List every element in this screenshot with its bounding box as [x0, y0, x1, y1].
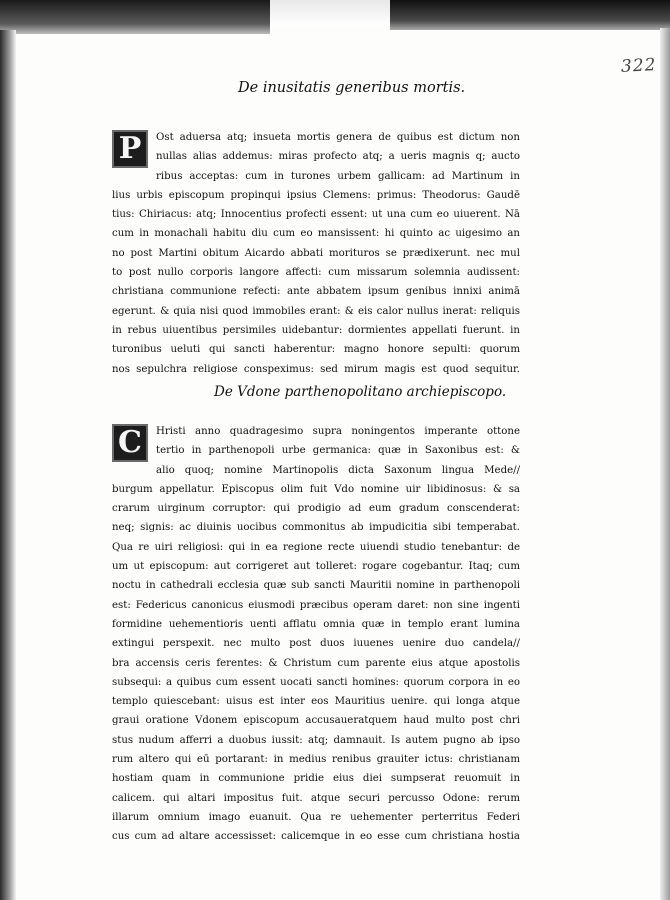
text-line: tertio in parthenopoli urbe germanica: quæ in Saxonibus est: &: [156, 445, 520, 457]
text-line: no post Martini obitum Aicardo abbati morituros se prædixerunt. nec mul: [112, 247, 520, 259]
text-line: est: Federicus canonicus eiusmodi præcibus operam daret: non sine ingenti: [112, 599, 520, 611]
folio-number: 322: [620, 55, 657, 77]
text-line: crarum uirginum corruptor: qui prodigio ad eum gradum conscenderat:: [112, 503, 520, 515]
page-shadow-top-right: [390, 0, 670, 30]
page-shadow-top-mid: [270, 0, 390, 26]
text-line: cum in monachali habitu diu cum eo mansissent: hi quinto ac uigesimo an: [112, 228, 520, 240]
text-line: calicem. qui altari impositus fuit. atque securi percusso Odone: rerum: [112, 792, 520, 804]
text-line: to post nullo corporis langore affecti: cum missarum solemnia audissent:: [112, 267, 520, 279]
text-line: bra accensis ceris ferentes: & Christum cum parente eius atque apostolis: [112, 657, 520, 669]
page-edge-left: [0, 30, 16, 900]
text-line: ribus acceptas: cum in turones urbem gallicam: ad Martinum in: [156, 170, 520, 182]
text-line: illarum omnium imago euanuit. Qua re uehementer perterritus Federi: [112, 811, 520, 823]
section-1-paragraph: [112, 128, 520, 379]
section-2-heading: De Vdone parthenopolitano archiepiscopo.: [214, 384, 507, 400]
text-line: turonibus ueluti qui sancti haberentur: magno honore sepulti: quorum: [112, 344, 520, 356]
decorated-initial-c: C: [112, 424, 148, 462]
decorated-initial-p: P: [112, 130, 148, 168]
text-line: rum altero qui eū portarant: in medius renibus grauiter ictus: christianam: [112, 754, 520, 766]
text-line: noctu in cathedrali ecclesia quæ sub sancti Mauritii nomine in parthenopoli: [112, 580, 520, 592]
text-line: egerunt. & quia nisi quod immobiles erant: & eis calor nullus inerat: reliquis: [112, 305, 520, 317]
page-edge-right: [660, 28, 670, 900]
section-2-paragraph: [112, 422, 520, 847]
text-line: stus nudum afferri a duobus iussit: atq; damnauit. Is autem pugno ab ipso: [112, 734, 520, 746]
text-line: neq; signis: ac diuinis uocibus commonitus ab impudicitia sibi temperabat.: [112, 522, 520, 534]
text-line: graui oratione Vdonem episcopum accusaueratquem haud multo post chri: [112, 715, 520, 727]
text-line: lius urbis episcopum propinqui ipsius Clemens: primus: Theodorus: Gaudē: [112, 189, 520, 201]
text-line: extingui perspexit. nec multo post duos iuuenes uenire duo candela//: [112, 638, 520, 650]
text-line: subsequi: a quibus cum essent uocati sancti homines: quorum corpora in eo: [112, 676, 520, 688]
text-line: Ost aduersa atq; insueta mortis genera de quibus est dictum non: [156, 132, 520, 143]
text-line: templo quiescebant: uisus est inter eos Mauritius uenire. qui longa atque: [112, 696, 520, 708]
text-line: um ut episcopum: aut corrigeret aut tolleret: rogare cogebantur. Itaq; cum: [112, 561, 520, 573]
text-line: formidine uehementioris uenti afflatu omnia quæ in templo erant lumina: [112, 618, 520, 630]
text-line: burgum appellatur. Episcopus olim fuit Vdo nomine uir libidinosus: & sa: [112, 483, 520, 495]
text-line: hostiam quam in communione pridie eius diei sumpserat reuomuit in: [112, 773, 520, 785]
text-line: nullas alias addemus: miras profecto atq; a ueris magnis q; aucto: [156, 151, 520, 163]
text-line: alio quoq; nomine Martinopolis dicta Saxonum lingua Mede//: [156, 464, 520, 476]
text-line: Hristi anno quadragesimo supra noningentos imperante ottone: [156, 426, 520, 437]
page-title: De inusitatis generibus mortis.: [238, 80, 466, 96]
text-line: tius: Chiriacus: atq; Innocentius profecti essent: ut una cum eo uiuerent. Nā: [112, 209, 520, 221]
text-line: Qua re uiri religiosi: qui in ea regione recte uiuendi studio tenebantur: de: [112, 541, 520, 553]
text-line: cus cum ad altare accessisset: calicemque in eo esse cum christiana hostia: [112, 831, 520, 843]
text-line: in rebus uiuentibus persimiles uidebantur: dormientes appellati fuerunt. in: [112, 324, 520, 336]
page-shadow-top-left: [0, 0, 270, 34]
text-line: christiana communione refecti: ante abbatem ipsum genibus innixi animā: [112, 286, 520, 298]
text-line: nos sepulchra religiose conspeximus: sed mirum magis est quod sequitur.: [112, 363, 520, 375]
